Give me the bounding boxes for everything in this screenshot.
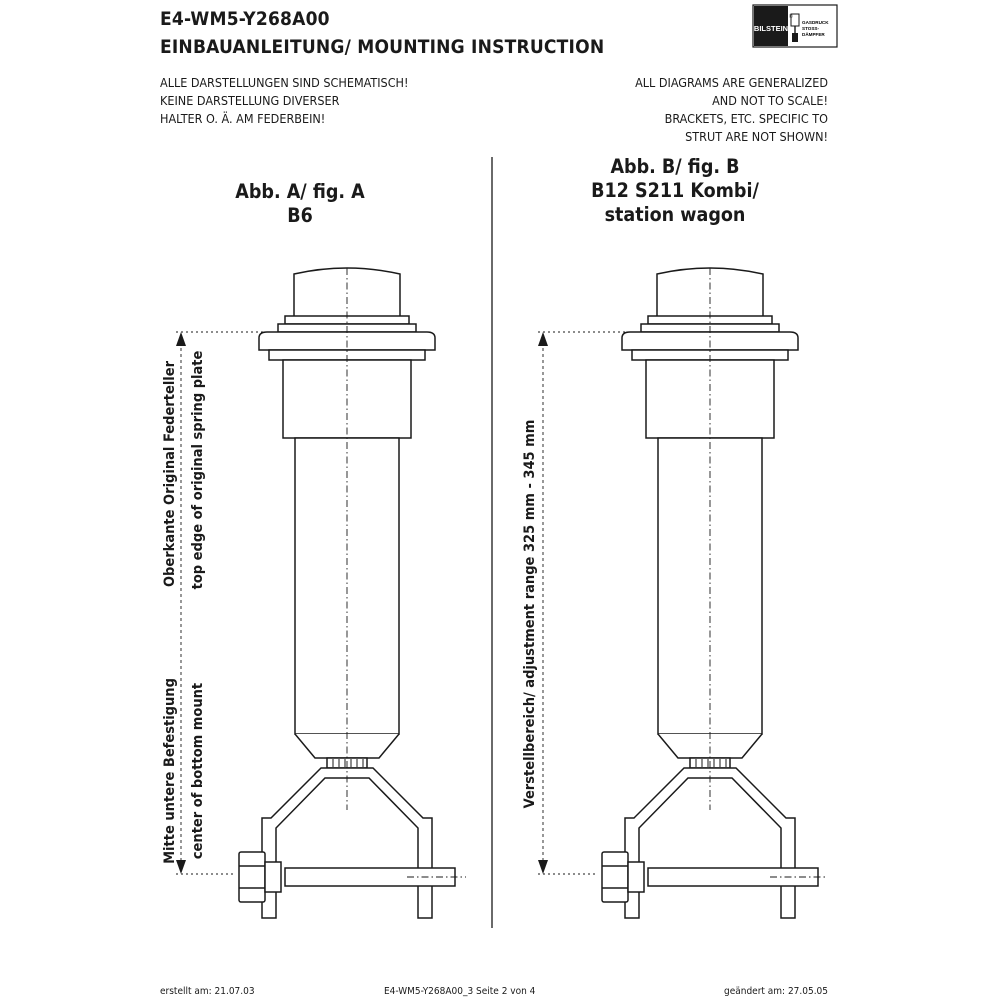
footer-changed-date: geändert am: 27.05.05 [723, 986, 828, 997]
note-german-line: ALLE DARSTELLUNGEN SIND SCHEMATISCH! [160, 75, 409, 90]
note-german-line: KEINE DARSTELLUNG DIVERSER [160, 93, 340, 108]
figure-b-title-line: station wagon [604, 203, 746, 226]
label-bottom-mount-en: center of bottom mount [190, 682, 206, 860]
note-english-line: AND NOT TO SCALE! [712, 93, 828, 108]
logo-brand: BILSTEIN [753, 24, 789, 33]
dim-b-arrow-top [538, 332, 548, 346]
dim-b-arrow-bottom [538, 860, 548, 874]
note-german-line: HALTER O. Ä. AM FEDERBEIN! [160, 111, 326, 126]
figure-b-title-line: B12 S211 Kombi/ [591, 179, 759, 202]
label-bottom-mount-de: Mitte untere Befestigung [162, 678, 178, 864]
footer-page-number: E4-WM5-Y268A00_3 Seite 2 von 4 [384, 986, 536, 997]
note-english-line: BRACKETS, ETC. SPECIFIC TO [664, 111, 828, 126]
logo-tagline: DÄMPFER [802, 32, 825, 37]
document-id: E4-WM5-Y268A00 [160, 8, 330, 30]
logo-tagline: STOSS- [802, 26, 820, 31]
document-title: EINBAUANLEITUNG/ MOUNTING INSTRUCTION [160, 36, 605, 58]
label-top-spring-plate-en: top edge of original spring plate [190, 350, 206, 590]
dim-a-arrow-top [176, 332, 186, 346]
label-adjustment-range: Verstellbereich/ adjustment range 325 mm - 345 mm [522, 419, 538, 809]
logo-tagline: GASDRUCK [802, 20, 829, 25]
note-english-line: ALL DIAGRAMS ARE GENERALIZED [635, 75, 828, 90]
footer-created-date: erstellt am: 21.07.03 [160, 986, 255, 997]
figure-b-title-line: Abb. B/ fig. B [610, 155, 740, 178]
figure-a-title-line: B6 [287, 204, 313, 227]
label-top-spring-plate-de: Oberkante Original Federteller [162, 360, 178, 588]
figure-a-title-line: Abb. A/ fig. A [235, 180, 365, 203]
note-english-line: STRUT ARE NOT SHOWN! [685, 129, 828, 144]
logo-registered-mark: ® [789, 14, 793, 20]
